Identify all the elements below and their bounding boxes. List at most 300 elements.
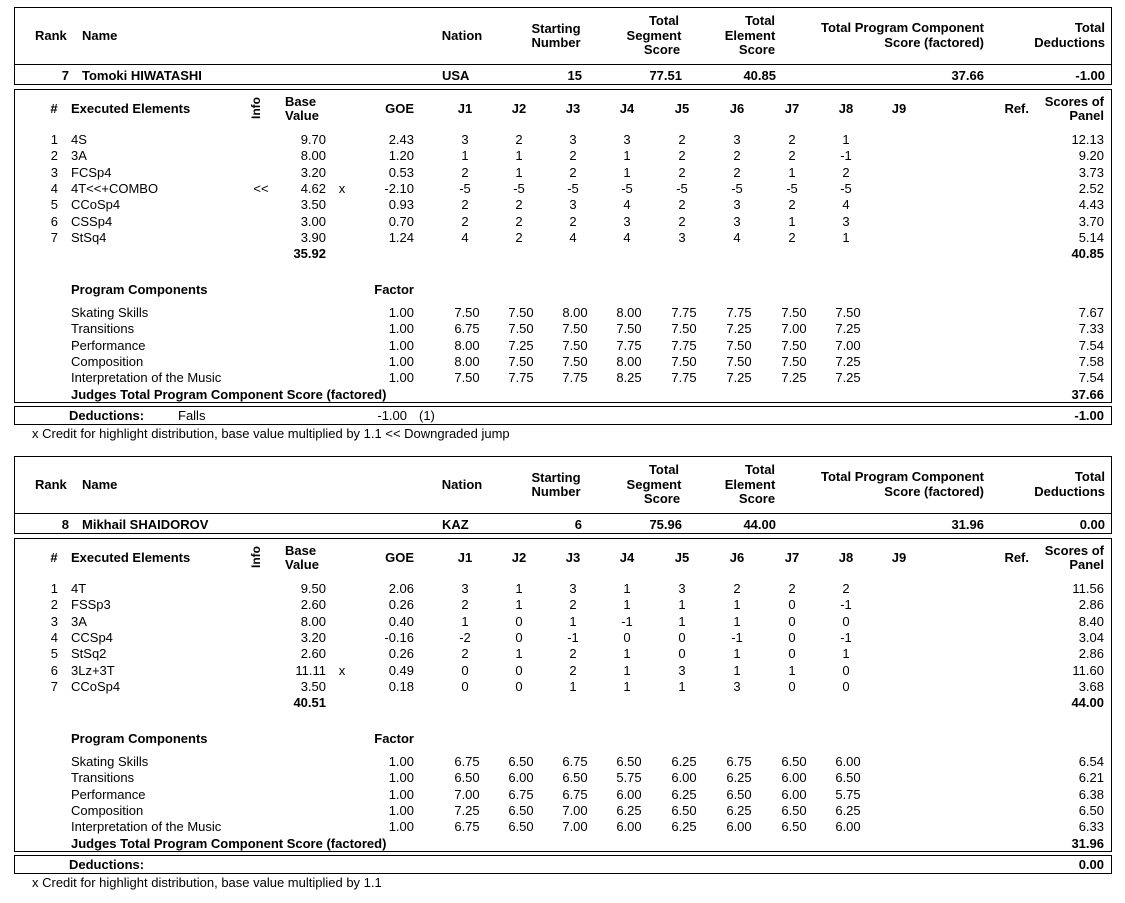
component-judge-score: 6.75 bbox=[454, 321, 480, 337]
element-judge-score: 0 bbox=[461, 662, 469, 678]
element-judge-score: 3 bbox=[733, 678, 741, 694]
element-base-value: 3.00 bbox=[300, 213, 326, 229]
component-judge-score: 7.00 bbox=[562, 802, 588, 818]
element-judge-score: 1 bbox=[515, 581, 523, 596]
component-judge-score: 6.75 bbox=[726, 754, 752, 769]
element-judge-score: 2 bbox=[678, 132, 686, 147]
rank-header: Rank bbox=[35, 477, 67, 492]
skater-deductions: -1.00 bbox=[1075, 68, 1105, 83]
judges-total-label: Judges Total Program Component Score (factored) bbox=[71, 387, 387, 402]
judge-header-4: J4 bbox=[619, 101, 635, 116]
element-base-value: 4.62 bbox=[300, 180, 326, 196]
base-value-total: 35.92 bbox=[293, 246, 326, 261]
element-code: CSSp4 bbox=[71, 213, 113, 229]
element-judge-score: 3 bbox=[461, 132, 469, 147]
element-number: 4 bbox=[50, 180, 58, 196]
element-bonus-mark: x bbox=[338, 180, 346, 196]
component-judge-score: 6.75 bbox=[508, 786, 534, 802]
tss-header-3: Score bbox=[643, 42, 681, 57]
base-header-2: Value bbox=[285, 108, 319, 123]
element-code: StSq4 bbox=[71, 229, 107, 245]
deduction-total: 0.00 bbox=[1078, 857, 1104, 872]
element-base-value: 3.20 bbox=[300, 164, 326, 180]
component-judge-score: 7.25 bbox=[454, 802, 480, 818]
skater-name: Tomoki HIWATASHI bbox=[82, 68, 202, 83]
judge-header-9: J9 bbox=[891, 101, 907, 116]
component-name: Performance bbox=[71, 337, 146, 353]
component-judge-score: 7.75 bbox=[671, 370, 697, 386]
starting-number-header-1: Starting bbox=[531, 470, 581, 485]
element-judge-score: 3 bbox=[733, 197, 741, 213]
judge-header-3: J3 bbox=[565, 550, 581, 565]
element-bonus-mark: x bbox=[338, 662, 346, 678]
base-header-1: Base bbox=[285, 94, 317, 109]
element-judge-score: 2 bbox=[461, 197, 469, 213]
element-code: CCoSp4 bbox=[71, 678, 121, 694]
element-panel-score: 4.43 bbox=[1078, 197, 1104, 213]
tss-header-3: Score bbox=[643, 491, 681, 506]
component-judge-score: 6.00 bbox=[726, 819, 752, 835]
component-judge-score: 7.50 bbox=[508, 353, 534, 369]
element-judge-score: 2 bbox=[569, 597, 577, 613]
element-judge-score: -5 bbox=[731, 180, 743, 196]
element-panel-score: 8.40 bbox=[1078, 613, 1104, 629]
num-header: # bbox=[50, 101, 58, 116]
element-code: 3Lz+3T bbox=[71, 662, 115, 678]
component-judge-score: 8.00 bbox=[454, 353, 480, 369]
component-judge-score: 6.50 bbox=[508, 819, 534, 835]
element-goe: 1.24 bbox=[388, 229, 414, 245]
element-judge-score: 0 bbox=[515, 662, 523, 678]
element-judge-score: 0 bbox=[515, 678, 523, 694]
component-name: Transitions bbox=[71, 770, 135, 786]
element-base-value: 3.50 bbox=[300, 678, 326, 694]
element-panel-score: 3.68 bbox=[1078, 678, 1104, 694]
element-judge-score: 1 bbox=[623, 597, 631, 613]
judge-header-1: J1 bbox=[457, 101, 473, 116]
element-judge-score: 2 bbox=[461, 597, 469, 613]
element-judge-score: -1 bbox=[567, 629, 579, 645]
header-divider bbox=[14, 64, 1112, 65]
element-judge-score: 1 bbox=[623, 646, 631, 662]
element-judge-score: 0 bbox=[788, 646, 796, 662]
element-judge-score: 3 bbox=[623, 132, 631, 147]
component-judge-score: 8.00 bbox=[562, 305, 588, 320]
element-base-value: 9.70 bbox=[300, 132, 326, 147]
element-judge-score: -5 bbox=[567, 180, 579, 196]
component-judge-score: 7.50 bbox=[562, 321, 588, 337]
element-judge-score: -5 bbox=[840, 180, 852, 196]
component-name: Transitions bbox=[71, 321, 135, 337]
element-judge-score: 2 bbox=[569, 662, 577, 678]
component-factor: 1.00 bbox=[388, 305, 414, 320]
component-judge-score: 7.75 bbox=[562, 370, 588, 386]
element-panel-score: 2.86 bbox=[1078, 597, 1104, 613]
element-judge-score: 2 bbox=[788, 132, 796, 147]
element-judge-score: 0 bbox=[842, 678, 850, 694]
component-judge-score: 7.50 bbox=[671, 321, 697, 337]
element-judge-score: 1 bbox=[842, 229, 850, 245]
element-judge-score: 2 bbox=[788, 581, 796, 596]
element-goe: 2.43 bbox=[388, 132, 414, 147]
element-judge-score: 4 bbox=[842, 197, 850, 213]
component-judge-score: 6.00 bbox=[616, 819, 642, 835]
component-judge-score: 7.50 bbox=[671, 353, 697, 369]
panel-header-2: Panel bbox=[1069, 557, 1104, 572]
element-judge-score: 0 bbox=[678, 646, 686, 662]
element-judge-score: 1 bbox=[515, 646, 523, 662]
component-judge-score: 7.50 bbox=[454, 305, 480, 320]
component-judge-score: 7.75 bbox=[726, 305, 752, 320]
skater-tss: 77.51 bbox=[649, 68, 682, 83]
skater-tes: 44.00 bbox=[743, 517, 776, 532]
factor-header: Factor bbox=[374, 282, 414, 297]
element-number: 7 bbox=[50, 678, 58, 694]
footnote: x Credit for highlight distribution, base value multiplied by 1.1 bbox=[32, 875, 382, 890]
element-judge-score: 1 bbox=[788, 213, 796, 229]
component-factor: 1.00 bbox=[388, 353, 414, 369]
elements-panel-total: 40.85 bbox=[1071, 246, 1104, 261]
tpcs-header-1: Total Program Component bbox=[821, 20, 984, 35]
skater-deductions: 0.00 bbox=[1079, 517, 1105, 532]
component-judge-score: 6.25 bbox=[671, 819, 697, 835]
component-factor: 1.00 bbox=[388, 802, 414, 818]
skater-starting-number: 15 bbox=[567, 68, 582, 83]
component-judge-score: 7.25 bbox=[726, 370, 752, 386]
element-judge-score: -1 bbox=[840, 148, 852, 164]
info-header: Info bbox=[249, 97, 263, 119]
element-judge-score: 4 bbox=[461, 229, 469, 245]
rank-header: Rank bbox=[35, 28, 67, 43]
element-judge-score: 1 bbox=[623, 581, 631, 596]
skater-nation: USA bbox=[442, 68, 470, 83]
judges-total-value: 31.96 bbox=[1071, 836, 1104, 851]
starting-number-header-1: Starting bbox=[531, 21, 581, 36]
skater-rank: 8 bbox=[61, 517, 69, 532]
program-components-header: Program Components bbox=[71, 731, 208, 746]
judge-header-4: J4 bbox=[619, 550, 635, 565]
element-base-value: 3.90 bbox=[300, 229, 326, 245]
element-judge-score: -5 bbox=[621, 180, 633, 196]
deduction-detail: Falls bbox=[178, 408, 206, 423]
component-panel-score: 6.38 bbox=[1078, 786, 1104, 802]
starting-number-header-2: Number bbox=[531, 35, 581, 50]
element-number: 6 bbox=[50, 662, 58, 678]
element-number: 2 bbox=[50, 597, 58, 613]
element-judge-score: 2 bbox=[733, 164, 741, 180]
element-judge-score: 0 bbox=[623, 629, 631, 645]
tss-header-2: Segment bbox=[626, 28, 682, 43]
component-judge-score: 6.25 bbox=[726, 802, 752, 818]
component-judge-score: 7.50 bbox=[454, 370, 480, 386]
element-goe: 0.40 bbox=[388, 613, 414, 629]
elements-panel-total: 44.00 bbox=[1071, 695, 1104, 710]
ref-header: Ref. bbox=[1004, 550, 1029, 565]
element-judge-score: 2 bbox=[678, 148, 686, 164]
tpcs-header-2: Score (factored) bbox=[884, 484, 984, 499]
component-judge-score: 6.25 bbox=[726, 770, 752, 786]
component-judge-score: 7.50 bbox=[781, 353, 807, 369]
element-judge-score: 1 bbox=[461, 613, 469, 629]
element-judge-score: 2 bbox=[788, 229, 796, 245]
element-judge-score: 1 bbox=[623, 662, 631, 678]
component-panel-score: 7.54 bbox=[1078, 337, 1104, 353]
deduction-value: -1.00 bbox=[377, 408, 407, 423]
skater-name: Mikhail SHAIDOROV bbox=[82, 517, 209, 532]
program-components-header: Program Components bbox=[71, 282, 208, 297]
element-judge-score: -1 bbox=[621, 613, 633, 629]
component-judge-score: 7.50 bbox=[835, 305, 861, 320]
deductions-box bbox=[14, 855, 1112, 874]
element-number: 5 bbox=[50, 197, 58, 213]
footnote: x Credit for highlight distribution, base value multiplied by 1.1 << Downgraded jump bbox=[32, 426, 510, 441]
tss-header-1: Total bbox=[648, 13, 680, 28]
element-judge-score: 2 bbox=[515, 132, 523, 147]
component-panel-score: 6.33 bbox=[1078, 819, 1104, 835]
component-judge-score: 6.50 bbox=[616, 754, 642, 769]
component-judge-score: 7.25 bbox=[835, 370, 861, 386]
element-goe: 0.53 bbox=[388, 164, 414, 180]
element-goe: 0.26 bbox=[388, 646, 414, 662]
element-judge-score: 1 bbox=[678, 597, 686, 613]
element-judge-score: 1 bbox=[569, 613, 577, 629]
element-judge-score: 0 bbox=[461, 678, 469, 694]
component-name: Interpretation of the Music bbox=[71, 819, 222, 835]
component-judge-score: 7.75 bbox=[508, 370, 534, 386]
element-number: 3 bbox=[50, 613, 58, 629]
panel-header-1: Scores of bbox=[1044, 543, 1104, 558]
element-judge-score: 2 bbox=[733, 581, 741, 596]
component-judge-score: 6.75 bbox=[454, 819, 480, 835]
element-code: CCSp4 bbox=[71, 629, 113, 645]
component-judge-score: 6.50 bbox=[454, 770, 480, 786]
component-judge-score: 6.25 bbox=[671, 786, 697, 802]
executed-elements-header: Executed Elements bbox=[71, 550, 191, 565]
element-judge-score: 0 bbox=[788, 597, 796, 613]
component-judge-score: 6.00 bbox=[781, 786, 807, 802]
component-judge-score: 6.50 bbox=[781, 802, 807, 818]
element-code: CCoSp4 bbox=[71, 197, 121, 213]
ref-header: Ref. bbox=[1004, 101, 1029, 116]
ded-header-2: Deductions bbox=[1034, 35, 1105, 50]
header-divider bbox=[14, 513, 1112, 514]
deduction-count: (1) bbox=[419, 408, 435, 423]
element-base-value: 8.00 bbox=[300, 613, 326, 629]
judge-header-6: J6 bbox=[729, 101, 745, 116]
component-judge-score: 7.75 bbox=[671, 337, 697, 353]
element-judge-score: 1 bbox=[733, 646, 741, 662]
element-code: 4T bbox=[71, 581, 87, 596]
tes-header-2: Element bbox=[724, 477, 776, 492]
element-judge-score: 2 bbox=[515, 197, 523, 213]
skater-nation: KAZ bbox=[442, 517, 469, 532]
component-judge-score: 6.25 bbox=[671, 754, 697, 769]
element-base-value: 9.50 bbox=[300, 581, 326, 596]
element-judge-score: 4 bbox=[733, 229, 741, 245]
component-judge-score: 6.50 bbox=[835, 770, 861, 786]
component-panel-score: 7.33 bbox=[1078, 321, 1104, 337]
component-judge-score: 8.00 bbox=[454, 337, 480, 353]
component-judge-score: 7.00 bbox=[454, 786, 480, 802]
element-judge-score: -1 bbox=[731, 629, 743, 645]
element-judge-score: 1 bbox=[733, 613, 741, 629]
component-judge-score: 6.50 bbox=[781, 754, 807, 769]
component-judge-score: 7.75 bbox=[671, 305, 697, 320]
component-judge-score: 7.25 bbox=[726, 321, 752, 337]
element-goe: -0.16 bbox=[384, 629, 414, 645]
element-judge-score: 1 bbox=[623, 164, 631, 180]
element-judge-score: 1 bbox=[678, 613, 686, 629]
base-value-total: 40.51 bbox=[293, 695, 326, 710]
judge-header-6: J6 bbox=[729, 550, 745, 565]
component-judge-score: 7.00 bbox=[781, 321, 807, 337]
nation-header: Nation bbox=[441, 28, 483, 43]
element-goe: 0.93 bbox=[388, 197, 414, 213]
element-judge-score: 2 bbox=[569, 213, 577, 229]
element-code: 3A bbox=[71, 148, 87, 164]
element-code: FCSp4 bbox=[71, 164, 112, 180]
component-name: Skating Skills bbox=[71, 754, 149, 769]
component-judge-score: 7.50 bbox=[726, 337, 752, 353]
component-judge-score: 6.75 bbox=[562, 754, 588, 769]
element-panel-score: 11.56 bbox=[1072, 581, 1104, 596]
element-goe: 0.26 bbox=[388, 597, 414, 613]
judge-header-3: J3 bbox=[565, 101, 581, 116]
element-number: 7 bbox=[50, 229, 58, 245]
element-number: 6 bbox=[50, 213, 58, 229]
element-judge-score: 2 bbox=[842, 164, 850, 180]
element-judge-score: 0 bbox=[842, 662, 850, 678]
element-judge-score: 2 bbox=[461, 164, 469, 180]
component-judge-score: 6.00 bbox=[508, 770, 534, 786]
element-code: 4S bbox=[71, 132, 87, 147]
component-judge-score: 7.50 bbox=[781, 337, 807, 353]
element-judge-score: 2 bbox=[569, 646, 577, 662]
component-judge-score: 6.00 bbox=[616, 786, 642, 802]
element-judge-score: 2 bbox=[515, 213, 523, 229]
element-goe: 2.06 bbox=[388, 581, 414, 596]
component-judge-score: 6.00 bbox=[781, 770, 807, 786]
tes-header-3: Score bbox=[738, 42, 776, 57]
judge-header-7: J7 bbox=[784, 101, 800, 116]
component-factor: 1.00 bbox=[388, 770, 414, 786]
component-panel-score: 6.54 bbox=[1078, 754, 1104, 769]
element-judge-score: -5 bbox=[786, 180, 798, 196]
deduction-total: -1.00 bbox=[1074, 408, 1104, 423]
element-base-value: 3.50 bbox=[300, 197, 326, 213]
tpcs-header-2: Score (factored) bbox=[884, 35, 984, 50]
element-judge-score: -5 bbox=[459, 180, 471, 196]
element-judge-score: 2 bbox=[842, 581, 850, 596]
element-code: StSq2 bbox=[71, 646, 107, 662]
tes-header-1: Total bbox=[744, 462, 776, 477]
component-judge-score: 6.00 bbox=[671, 770, 697, 786]
component-judge-score: 7.50 bbox=[781, 305, 807, 320]
element-judge-score: 0 bbox=[515, 613, 523, 629]
component-judge-score: 7.50 bbox=[616, 321, 642, 337]
skater-sheet-1 bbox=[0, 0, 1125, 450]
element-judge-score: 0 bbox=[842, 613, 850, 629]
element-judge-score: 3 bbox=[569, 581, 577, 596]
element-judge-score: 1 bbox=[461, 148, 469, 164]
component-judge-score: 6.75 bbox=[562, 786, 588, 802]
element-judge-score: 4 bbox=[569, 229, 577, 245]
component-judge-score: 6.50 bbox=[562, 770, 588, 786]
element-judge-score: 3 bbox=[678, 662, 686, 678]
component-factor: 1.00 bbox=[388, 370, 414, 386]
component-judge-score: 7.50 bbox=[562, 353, 588, 369]
component-judge-score: 8.00 bbox=[616, 305, 642, 320]
deductions-label: Deductions: bbox=[69, 408, 145, 423]
element-judge-score: 3 bbox=[461, 581, 469, 596]
component-panel-score: 7.54 bbox=[1078, 370, 1104, 386]
element-judge-score: 1 bbox=[515, 597, 523, 613]
element-judge-score: -2 bbox=[459, 629, 471, 645]
skater-rank: 7 bbox=[61, 68, 69, 83]
component-judge-score: 7.25 bbox=[835, 321, 861, 337]
starting-number-header-2: Number bbox=[531, 484, 581, 499]
component-name: Interpretation of the Music bbox=[71, 370, 222, 386]
element-panel-score: 3.04 bbox=[1078, 629, 1104, 645]
component-judge-score: 6.50 bbox=[508, 802, 534, 818]
element-judge-score: 2 bbox=[461, 646, 469, 662]
goe-header: GOE bbox=[385, 550, 414, 565]
element-code: 3A bbox=[71, 613, 87, 629]
component-factor: 1.00 bbox=[388, 321, 414, 337]
skater-starting-number: 6 bbox=[574, 517, 582, 532]
element-judge-score: 2 bbox=[678, 197, 686, 213]
element-judge-score: 2 bbox=[788, 197, 796, 213]
skater-sheet-2 bbox=[0, 449, 1125, 899]
element-judge-score: 2 bbox=[788, 148, 796, 164]
element-panel-score: 2.86 bbox=[1078, 646, 1104, 662]
component-judge-score: 5.75 bbox=[835, 786, 861, 802]
judges-total-label: Judges Total Program Component Score (factored) bbox=[71, 836, 387, 851]
component-name: Composition bbox=[71, 802, 144, 818]
component-judge-score: 6.25 bbox=[835, 802, 861, 818]
element-judge-score: 4 bbox=[623, 229, 631, 245]
component-panel-score: 6.50 bbox=[1078, 802, 1104, 818]
tes-header-1: Total bbox=[744, 13, 776, 28]
element-panel-score: 3.73 bbox=[1078, 164, 1104, 180]
element-judge-score: -5 bbox=[513, 180, 525, 196]
element-panel-score: 11.60 bbox=[1072, 662, 1104, 678]
element-base-value: 2.60 bbox=[300, 597, 326, 613]
component-judge-score: 7.00 bbox=[562, 819, 588, 835]
element-number: 2 bbox=[50, 148, 58, 164]
component-judge-score: 6.50 bbox=[781, 819, 807, 835]
element-judge-score: 3 bbox=[569, 132, 577, 147]
judge-header-9: J9 bbox=[891, 550, 907, 565]
element-judge-score: 3 bbox=[623, 213, 631, 229]
element-judge-score: 3 bbox=[733, 213, 741, 229]
element-judge-score: 1 bbox=[842, 646, 850, 662]
panel-header-1: Scores of bbox=[1044, 94, 1104, 109]
element-number: 3 bbox=[50, 164, 58, 180]
element-goe: -2.10 bbox=[384, 180, 414, 196]
element-goe: 1.20 bbox=[388, 148, 414, 164]
component-judge-score: 6.50 bbox=[671, 802, 697, 818]
base-header-1: Base bbox=[285, 543, 317, 558]
element-judge-score: 1 bbox=[515, 164, 523, 180]
element-judge-score: 1 bbox=[733, 597, 741, 613]
ded-header-2: Deductions bbox=[1034, 484, 1105, 499]
component-judge-score: 5.75 bbox=[616, 770, 642, 786]
element-number: 4 bbox=[50, 629, 58, 645]
panel-header-2: Panel bbox=[1069, 108, 1104, 123]
element-number: 1 bbox=[50, 581, 58, 596]
component-judge-score: 7.25 bbox=[835, 353, 861, 369]
